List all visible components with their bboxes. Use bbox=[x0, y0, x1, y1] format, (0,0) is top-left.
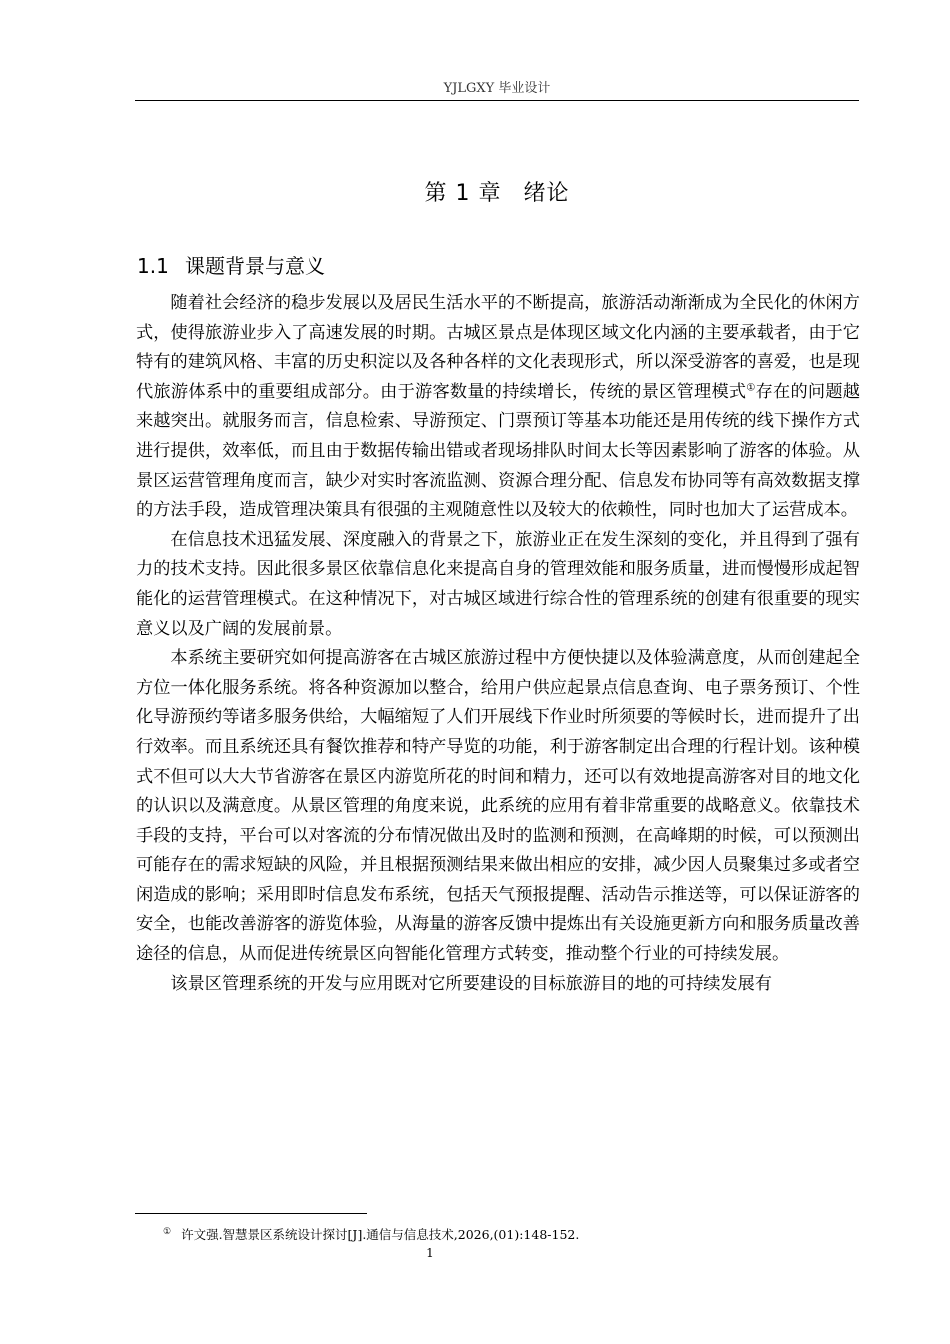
section-heading bbox=[137, 250, 325, 279]
page-number: 1 bbox=[426, 1246, 434, 1260]
paragraph: 在信息技术迅猛发展、深度融入的背景之下，旅游业正在发生深刻的变化，并且得到了强有力的技术支持。因此很多景区依靠信息化来提高自身的管理效能和服务质量，进而慢慢形成起智能化的运营管理模式。在这种情况下，对古城区域进行综合性的管理系统的创建有很重要的现实意义以及广阔的发展前景。 bbox=[136, 529, 860, 639]
footnote-reference[interactable]: ① bbox=[746, 382, 756, 394]
footnote-text: 许文强.智慧景区系统设计探讨[J].通信与信息技术,2026,(01):148-152. bbox=[181, 1227, 580, 1242]
running-header: YJLGXY 毕业设计 bbox=[443, 81, 551, 96]
section-title: 课题背景与意义 bbox=[185, 254, 325, 278]
paragraph bbox=[136, 289, 860, 526]
footnote-divider bbox=[135, 1213, 367, 1214]
chapter-heading bbox=[135, 176, 859, 207]
paragraph-text: 随着社会经济的稳步发展以及居民生活水平的不断提高，旅游活动渐渐成为全民化的休闲方式，使得旅游业步入了高速发展的时期。古城区景点是体现区域文化内涵的主要承载者，由于它特有的建筑风格、丰富的历史积淀以及各种各样的文化表现形式，所以深受游客的喜爱，也是现代旅游体系中的重要组成部分。由于游客数量的持续增长，传统的景区管理模式 bbox=[136, 293, 860, 402]
paragraph-text: 存在的问题越来越突出。就服务而言，信息检索、导游预定、门票预订等基本功能还是用传统的线下操作方式进行提供，效率低，而且由于数据传输出错或者现场排队时间太长等因素影响了游客的体验。从景区运营管理角度而言，缺少对实时客流监测、资源合理分配、信息发布协同等有高效数据支撑的方法手段，造成管理决策具有很强的主观随意性以及较大的依赖性，同时也加大了运营成本。 bbox=[136, 381, 860, 521]
section-number: 1.1 bbox=[137, 254, 169, 278]
chapter-number: 第 1 章 bbox=[424, 181, 502, 206]
body-text bbox=[136, 289, 860, 999]
header-divider bbox=[135, 100, 859, 101]
paragraph: 该景区管理系统的开发与应用既对它所要建设的目标旅游目的地的可持续发展有 bbox=[170, 973, 772, 994]
paragraph: 本系统主要研究如何提高游客在古城区旅游过程中方便快捷以及体验满意度，从而创建起全方位一体化服务系统。将各种资源加以整合，给用户供应起景点信息查询、电子票务预订、个性化导游预约等诸多服务供给，大幅缩短了人们开展线下作业时所须要的等候时长，进而提升了出行效率。而且系统还具有餐饮推荐和特产导览的功能，利于游客制定出合理的行程计划。该种模式不但可以大大节省游客在景区内游览所花的时间和精力，还可以有效地提高游客对目的地文化的认识以及满意度。从景区管理的角度来说，此系统的应用有着非常重要的战略意义。依靠技术手段的支持，平台可以对客流的分布情况做出及时的监测和预测，在高峰期的时候，可以预测出可能存在的需求短缺的风险，并且根据预测结果来做出相应的安排，减少因人员聚集过多或者空闲造成的影响；采用即时信息发布系统，包括天气预报提醒、活动告示推送等，可以保证游客的安全，也能改善游客的游览体验，从海量的游客反馈中提炼出有关设施更新方向和服务质量改善途径的信息，从而促进传统景区向智能化管理方式转变，推动整个行业的可持续发展。 bbox=[136, 648, 860, 965]
footnote bbox=[163, 1225, 579, 1243]
footnote-mark: ① bbox=[163, 1226, 172, 1237]
chapter-title: 绪论 bbox=[523, 181, 570, 206]
